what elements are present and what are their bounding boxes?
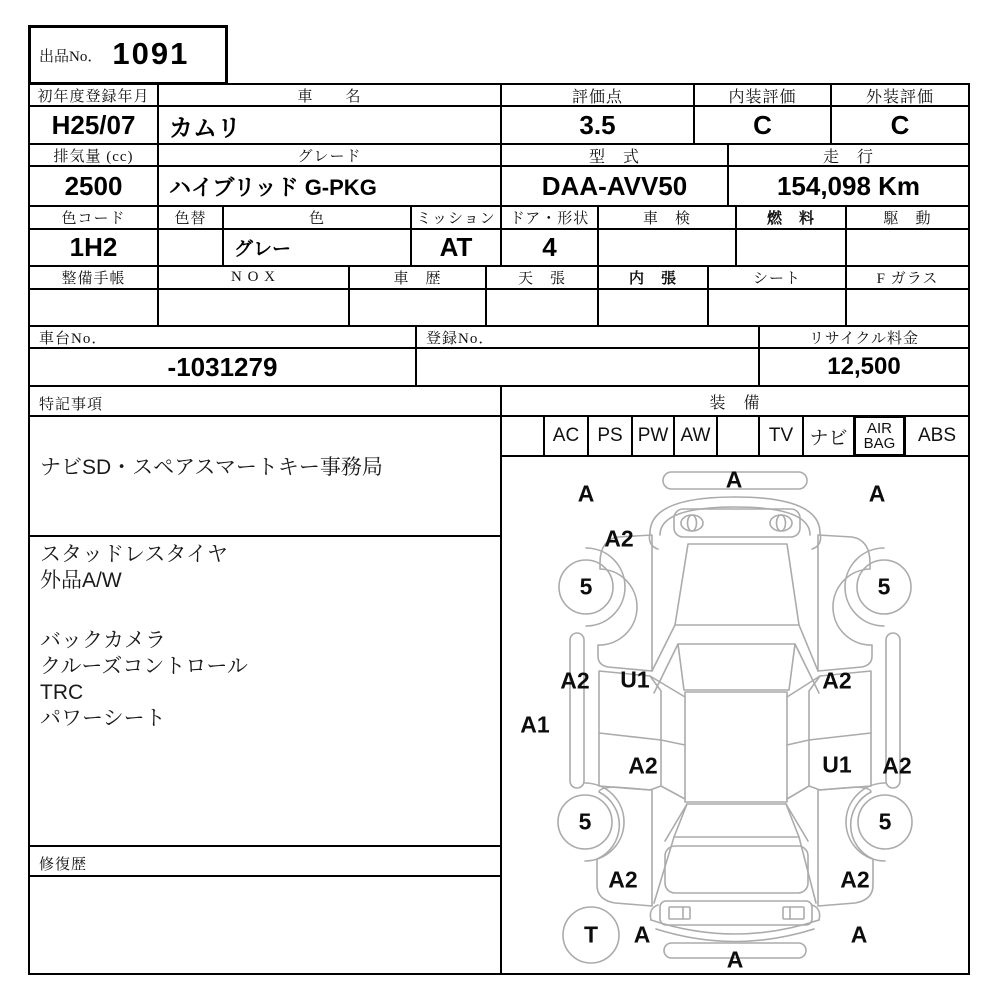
header-evaluation-score: 評価点 [500,83,695,107]
header-seat: シート [707,265,847,290]
damage-code-A: A [850,921,868,948]
equipment-cell-ps: PS [587,415,633,457]
car-outline-drawing [502,457,968,973]
value-chassis-no: -1031279 [28,347,417,387]
header-chassis-no: 車台No． [28,325,417,349]
lot-number-value: 1091 [112,36,190,71]
header-color: 色 [222,205,412,230]
special-notes-label: 特記事項 [39,397,104,413]
damage-code-A: A [577,480,595,507]
damage-code-A2: A2 [560,667,590,694]
value-registration-no [415,347,760,387]
value-color-code: 1H2 [28,228,159,267]
value-model-code: DAA-AVV50 [500,165,729,207]
equipment-cell-blank-2 [716,415,760,457]
damage-code-5: 5 [877,573,891,600]
damage-code-U1: U1 [620,666,650,693]
value-doors-shape: 4 [500,228,599,267]
repair-history-label: 修復歴 [39,857,88,873]
note-line: クルーズコントロール [40,655,248,678]
lot-number-label: 出品No． [39,48,103,65]
header-registration-no: 登録No． [415,325,760,349]
damage-code-5: 5 [878,808,892,835]
value-seat [707,288,847,327]
damage-code-U1: U1 [822,751,852,778]
value-headliner [485,288,599,327]
damage-code-A2: A2 [628,752,658,779]
value-grade: ハイブリッド G-PKG [157,165,502,207]
equipment-header: 装 備 [500,385,970,417]
header-car-name: 車 名 [157,83,502,107]
header-interior-grade: 内装評価 [693,83,832,107]
value-color-change [157,228,224,267]
note-line: ナビSD・スペアスマートキー事務局 [40,456,383,479]
value-displacement: 2500 [28,165,159,207]
header-inspection: 車 検 [597,205,737,230]
equipment-cell-airbag: AIR BAG [853,415,906,457]
note-line: スタッドレスタイヤ [40,543,228,566]
header-front-glass: F ガラス [845,265,970,290]
damage-code-A2: A2 [840,866,870,893]
special-notes-box-2 [28,535,502,847]
header-color-code: 色コード [28,205,159,230]
equipment-cell-navi: ナビ [802,415,855,457]
value-maintenance-book [28,288,159,327]
equipment-cell-aw: AW [673,415,718,457]
value-recycle-fee: 12,500 [758,347,970,387]
note-line: バックカメラ [40,629,166,652]
damage-code-A2: A2 [608,866,638,893]
damage-code-A: A [725,466,743,493]
header-exterior-grade: 外装評価 [830,83,970,107]
header-maintenance-book: 整備手帳 [28,265,159,290]
damage-code-A: A [868,480,886,507]
damage-code-T: T [583,921,599,948]
value-nox [157,288,350,327]
header-nox: N O X [157,265,350,290]
value-inspection [597,228,737,267]
value-interior-grade: C [693,105,832,145]
value-car-history [348,288,487,327]
damage-code-A: A [633,921,651,948]
special-notes-header [28,385,502,417]
header-fuel: 燃 料 [735,205,847,230]
header-doors-shape: ドア・形状 [500,205,599,230]
value-exterior-grade: C [830,105,970,145]
value-mileage: 154,098 Km [727,165,970,207]
value-color: グレー [222,228,412,267]
value-interior-trim [597,288,709,327]
note-line: パワーシート [40,707,166,730]
equipment-cell-blank-1 [500,415,545,457]
header-grade: グレード [157,143,502,167]
value-transmission: AT [410,228,502,267]
value-front-glass [845,288,970,327]
damage-code-A: A [726,946,744,973]
header-mileage: 走 行 [727,143,970,167]
header-color-change: 色替 [157,205,224,230]
header-model-code: 型 式 [500,143,729,167]
header-recycle-fee: リサイクル料金 [758,325,970,349]
repair-history-box [28,875,502,975]
repair-history-header [28,845,502,877]
header-transmission: ミッション [410,205,502,230]
equipment-cell-pw: PW [631,415,675,457]
note-line: 外品A/W [40,569,122,592]
value-drive [845,228,970,267]
damage-code-A2: A2 [604,525,634,552]
value-fuel [735,228,847,267]
header-headliner: 天 張 [485,265,599,290]
special-notes-box-1 [28,415,502,537]
damage-code-A1: A1 [520,711,550,738]
value-evaluation-score: 3.5 [500,105,695,145]
value-first-registration-date: H25/07 [28,105,159,145]
car-damage-diagram [500,455,970,975]
damage-code-A2: A2 [882,752,912,779]
equipment-cell-tv: TV [758,415,804,457]
header-drive: 駆 動 [845,205,970,230]
equipment-cell-abs: ABS [904,415,970,457]
damage-code-5: 5 [579,573,593,600]
damage-code-A2: A2 [822,667,852,694]
equipment-cell-ac: AC [543,415,589,457]
header-interior-trim: 内 張 [597,265,709,290]
header-displacement: 排気量 (cc) [28,143,159,167]
value-car-name: カムリ [157,105,502,145]
damage-code-5: 5 [578,808,592,835]
lot-number-box [28,25,228,85]
header-car-history: 車 歴 [348,265,487,290]
header-first-registration-date: 初年度登録年月 [28,83,159,107]
note-line: TRC [40,681,84,704]
